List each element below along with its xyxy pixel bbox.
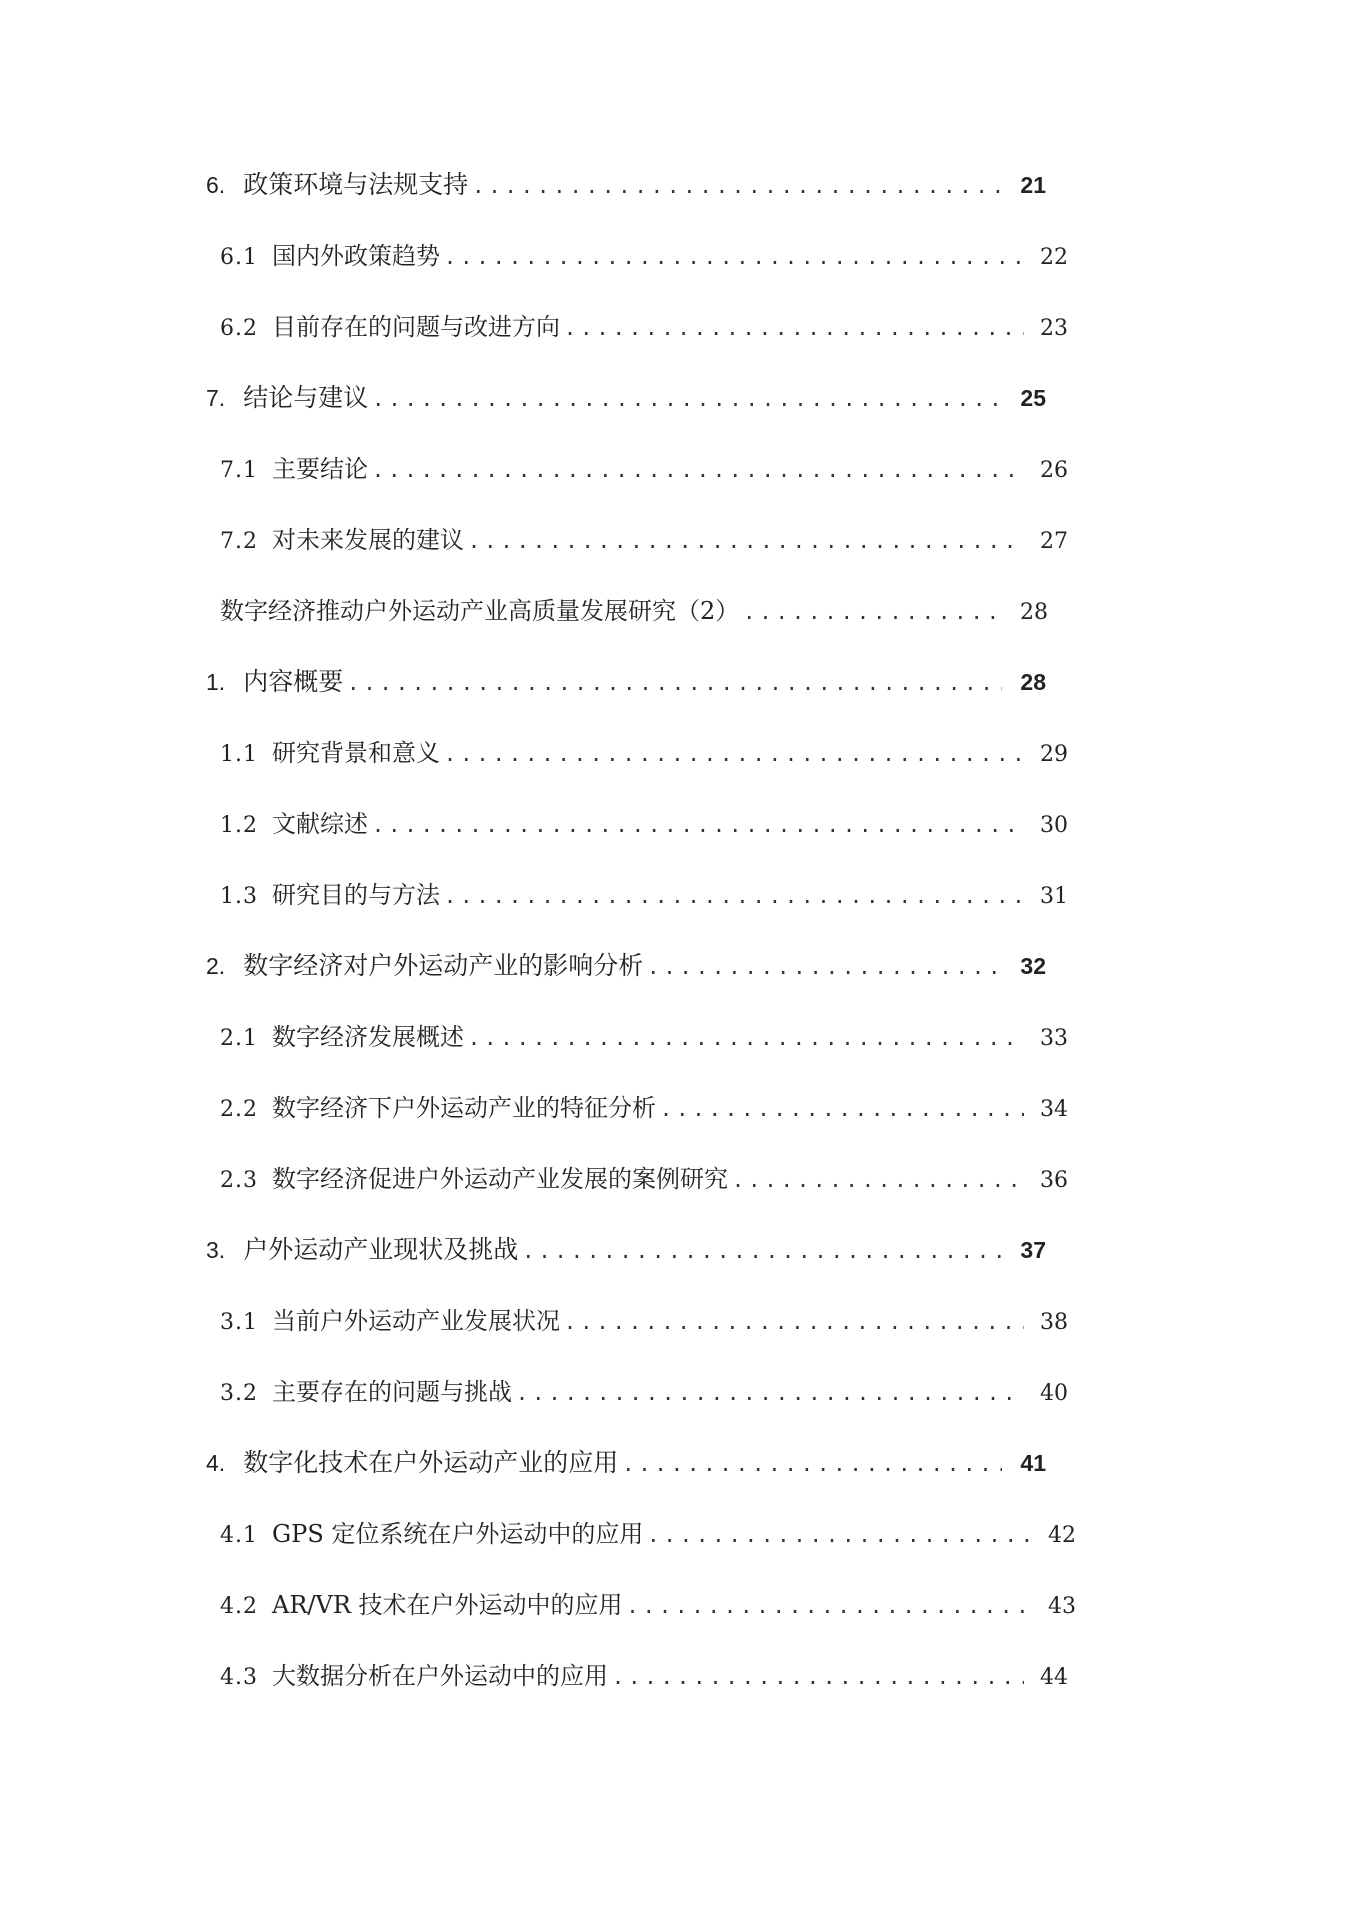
toc-entry-title: 户外运动产业现状及挑战 xyxy=(243,1235,519,1264)
toc-leader-dots xyxy=(522,1231,1002,1270)
toc-entry-page: 29 xyxy=(1040,742,1068,767)
toc-entry-number: 1.2 xyxy=(220,813,258,838)
toc-entry-title: AR/VR 技术在户外运动中的应用 xyxy=(272,1591,623,1619)
toc-leader-dots xyxy=(444,876,1024,915)
toc-leader-dots xyxy=(372,450,1024,489)
toc-entry-page: 32 xyxy=(1020,953,1046,979)
toc-entry-title: 数字经济促进户外运动产业发展的案例研究 xyxy=(272,1165,728,1193)
toc-leader-dots xyxy=(627,1586,1032,1625)
toc-entry-2-1[interactable] xyxy=(220,1017,1068,1057)
toc-entry-number: 2. xyxy=(206,953,226,979)
toc-entry-4-1[interactable] xyxy=(220,1514,1076,1554)
toc-leader-dots xyxy=(372,379,1002,418)
toc-entry-page: 31 xyxy=(1040,884,1068,909)
toc-entry-number: 3. xyxy=(206,1237,226,1263)
toc-entry-6-1[interactable] xyxy=(220,236,1068,276)
toc-entry-page: 42 xyxy=(1048,1523,1076,1548)
toc-entry-1-1[interactable] xyxy=(220,733,1068,773)
toc-entry-1-2[interactable] xyxy=(220,804,1068,844)
toc-entry-3-1[interactable] xyxy=(220,1301,1068,1341)
toc-leader-dots xyxy=(732,1160,1024,1199)
toc-entry-page: 26 xyxy=(1040,458,1068,483)
toc-entry-6-2[interactable] xyxy=(220,307,1068,347)
toc-entry-page: 36 xyxy=(1040,1168,1068,1193)
toc-leader-dots xyxy=(564,1302,1024,1341)
toc-leader-dots xyxy=(564,308,1024,347)
toc-entry-number: 2.2 xyxy=(220,1097,258,1122)
toc-leader-dots xyxy=(743,592,1004,631)
toc-entry-title: 国内外政策趋势 xyxy=(272,242,440,270)
toc-entry-4-2[interactable] xyxy=(220,1585,1076,1625)
toc-entry-title: 内容概要 xyxy=(243,667,344,696)
toc-entry-title: 数字经济对户外运动产业的影响分析 xyxy=(243,951,644,980)
toc-leader-dots xyxy=(516,1373,1024,1412)
toc-entry-1[interactable] xyxy=(206,662,1046,702)
toc-leader-dots xyxy=(647,947,1002,986)
toc-entry-number: 4.2 xyxy=(220,1594,258,1619)
toc-entry-number: 1.3 xyxy=(220,884,258,909)
toc-entry-number: 4.3 xyxy=(220,1665,258,1690)
toc-entry-7-2[interactable] xyxy=(220,520,1068,560)
toc-entry-title: 大数据分析在户外运动中的应用 xyxy=(272,1662,608,1690)
toc-entry-title: 政策环境与法规支持 xyxy=(243,170,469,199)
toc-entry-number: 6.1 xyxy=(220,245,258,270)
toc-entry-page: 30 xyxy=(1040,813,1068,838)
toc-entry-6[interactable] xyxy=(206,165,1046,205)
toc-entry-page: 28 xyxy=(1020,669,1046,695)
toc-leader-dots xyxy=(468,521,1024,560)
toc-entry-2-2[interactable] xyxy=(220,1088,1068,1128)
toc-leader-dots xyxy=(660,1089,1024,1128)
toc-entry-page: 27 xyxy=(1040,529,1068,554)
toc-entry-number: 2.1 xyxy=(220,1026,258,1051)
toc-entry-number: 4. xyxy=(206,1450,226,1476)
toc-entry-page: 38 xyxy=(1040,1310,1068,1335)
toc-entry-2-3[interactable] xyxy=(220,1159,1068,1199)
toc-entry-page: 34 xyxy=(1040,1097,1068,1122)
toc-entry-3[interactable] xyxy=(206,1230,1046,1270)
toc-leader-dots xyxy=(444,237,1024,276)
toc-entry-page: 41 xyxy=(1020,1450,1046,1476)
toc-entry-title: 主要存在的问题与挑战 xyxy=(272,1378,512,1406)
toc-entry-page: 33 xyxy=(1040,1026,1068,1051)
toc-entry-page: 22 xyxy=(1040,245,1068,270)
toc-entry-title: 数字经济发展概述 xyxy=(272,1023,464,1051)
toc-entry-number: 6. xyxy=(206,172,226,198)
toc-entry-number: 4.1 xyxy=(220,1523,258,1548)
toc-entry-number: 2.3 xyxy=(220,1168,258,1193)
toc-entry-number: 7.2 xyxy=(220,529,258,554)
toc-entry-page: 43 xyxy=(1048,1594,1076,1619)
toc-entry-number: 1. xyxy=(206,669,226,695)
toc-entry-title: GPS 定位系统在户外运动中的应用 xyxy=(272,1520,644,1548)
toc-entry-number: 6.2 xyxy=(220,316,258,341)
toc-entry-part-2[interactable] xyxy=(220,591,1048,631)
toc-leader-dots xyxy=(472,166,1002,205)
toc-entry-title: 当前户外运动产业发展状况 xyxy=(272,1307,560,1335)
toc-entry-title: 研究背景和意义 xyxy=(272,739,440,767)
toc-entry-7-1[interactable] xyxy=(220,449,1068,489)
toc-entry-title: 数字经济下户外运动产业的特征分析 xyxy=(272,1094,656,1122)
toc-entry-2[interactable] xyxy=(206,946,1046,986)
toc-entry-page: 21 xyxy=(1020,172,1046,198)
toc-entry-title: 数字化技术在户外运动产业的应用 xyxy=(243,1448,619,1477)
toc-entry-title: 主要结论 xyxy=(272,455,368,483)
toc-leader-dots xyxy=(622,1444,1002,1483)
toc-entry-page: 25 xyxy=(1020,385,1046,411)
toc-entry-page: 40 xyxy=(1040,1381,1068,1406)
toc-entry-title: 对未来发展的建议 xyxy=(272,526,464,554)
toc-entry-title: 结论与建议 xyxy=(243,383,369,412)
toc-entry-number: 3.1 xyxy=(220,1310,258,1335)
toc-entry-number: 1.1 xyxy=(220,742,258,767)
toc-entry-title: 数字经济推动户外运动产业高质量发展研究（2） xyxy=(220,597,740,625)
toc-entry-page: 28 xyxy=(1020,600,1048,625)
toc-entry-title: 目前存在的问题与改进方向 xyxy=(272,313,560,341)
toc-leader-dots xyxy=(347,663,1002,702)
toc-entry-4-3[interactable] xyxy=(220,1656,1068,1696)
toc-leader-dots xyxy=(372,805,1024,844)
toc-entry-number: 7.1 xyxy=(220,458,258,483)
toc-entry-4[interactable] xyxy=(206,1443,1046,1483)
toc-entry-page: 23 xyxy=(1040,316,1068,341)
toc-entry-title: 文献综述 xyxy=(272,810,368,838)
toc-leader-dots xyxy=(468,1018,1024,1057)
toc-entry-number: 7. xyxy=(206,385,226,411)
toc-leader-dots xyxy=(612,1657,1024,1696)
toc-entry-3-2[interactable] xyxy=(220,1372,1068,1412)
toc-entry-1-3[interactable] xyxy=(220,875,1068,915)
toc-leader-dots xyxy=(444,734,1024,773)
toc-entry-title: 研究目的与方法 xyxy=(272,881,440,909)
toc-entry-number: 3.2 xyxy=(220,1381,258,1406)
toc-leader-dots xyxy=(647,1515,1032,1554)
toc-entry-7[interactable] xyxy=(206,378,1046,418)
toc-entry-page: 44 xyxy=(1040,1665,1068,1690)
toc-entry-page: 37 xyxy=(1020,1237,1046,1263)
